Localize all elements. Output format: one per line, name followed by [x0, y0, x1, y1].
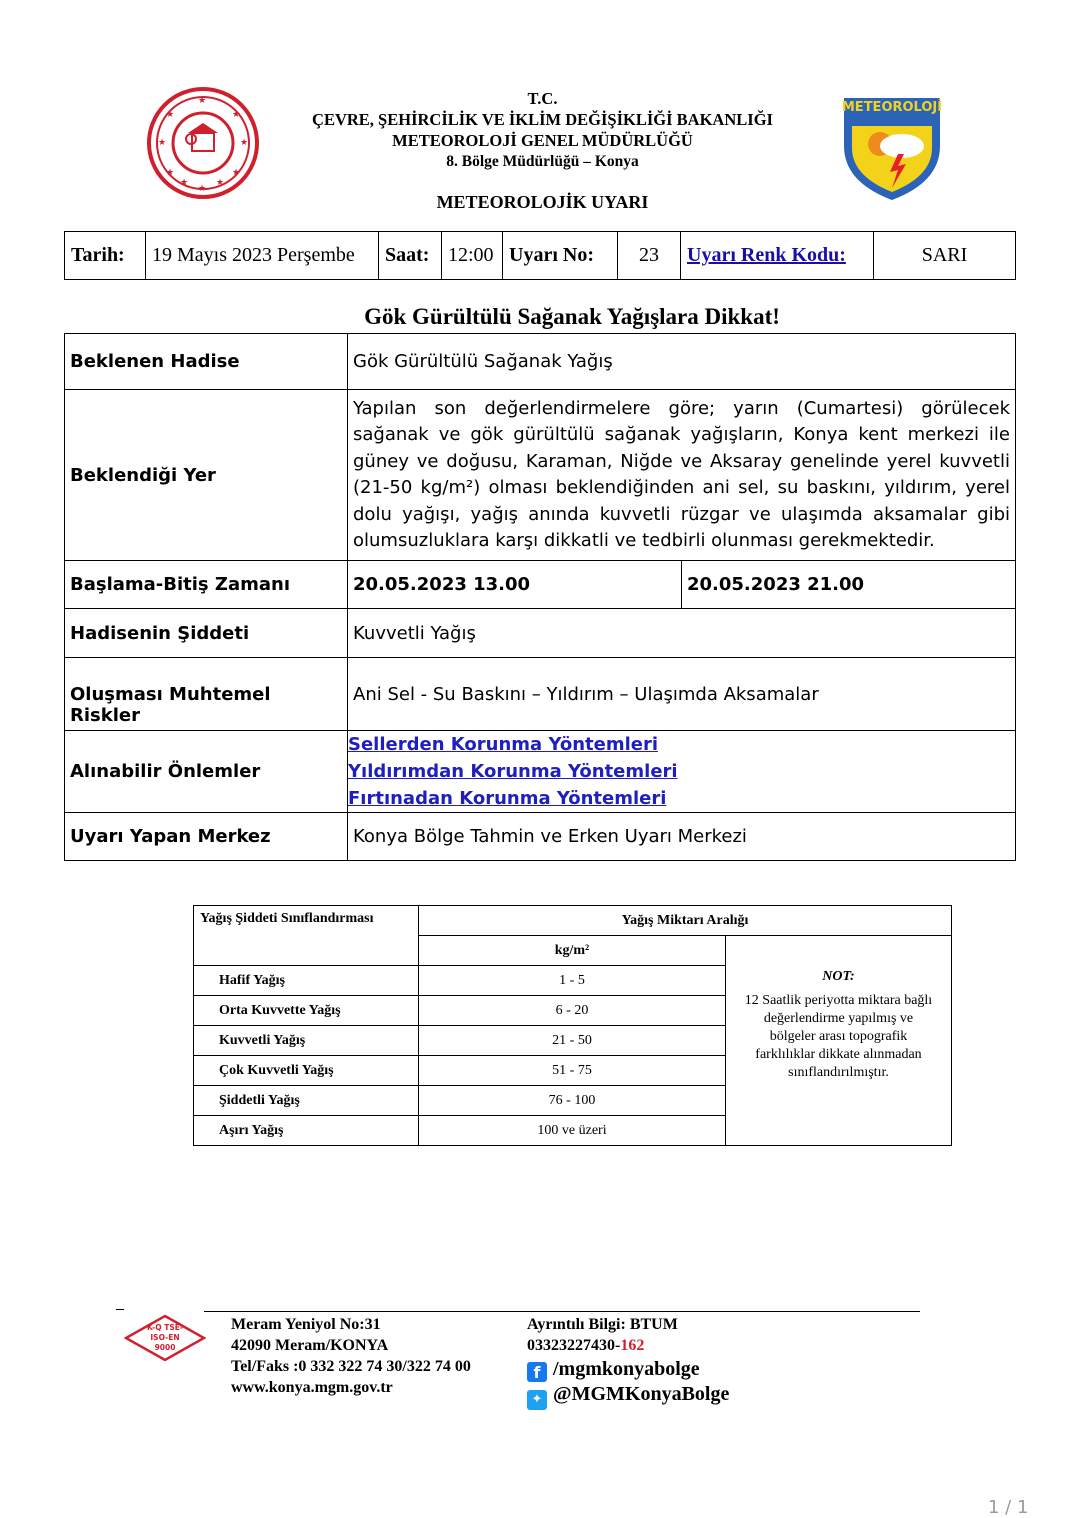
- warning-no-value: 23: [618, 232, 681, 280]
- time-label: Saat:: [379, 232, 442, 280]
- facebook-handle[interactable]: /mgmkonyabolge: [553, 1358, 700, 1380]
- footer-dash: [116, 1309, 124, 1310]
- meteoroloji-logo-text: METEOROLOJİ: [841, 100, 943, 115]
- meteoroloji-logo: [840, 96, 944, 202]
- svg-text:★: ★: [232, 110, 241, 120]
- twitter-row[interactable]: [527, 1382, 729, 1410]
- color-code-label[interactable]: Uyarı Renk Kodu:: [687, 244, 846, 266]
- address-line1: Meram Yeniyol No:31: [231, 1316, 381, 1333]
- document-title: METEOROLOJİK UYARI: [436, 192, 649, 212]
- rain-row-name: Orta Kuvvette Yağış: [194, 996, 419, 1026]
- storm-protection-link[interactable]: Fırtınadan Korunma Yöntemleri: [348, 788, 667, 809]
- twitter-icon: ✦: [527, 1390, 547, 1410]
- rain-row-name: Çok Kuvvetli Yağış: [194, 1056, 419, 1086]
- page-indicator: 1 / 1: [988, 1497, 1029, 1518]
- measures-label: Alınabilir Önlemler: [65, 731, 348, 813]
- svg-text:★: ★: [166, 110, 175, 120]
- header-block: [260, 88, 825, 172]
- tse-cert-logo: [124, 1314, 206, 1362]
- rain-note: [726, 966, 952, 1146]
- header-region: 8. Bölge Müdürlüğü – Konya: [446, 153, 639, 170]
- end-time: 20.05.2023 21.00: [682, 561, 1016, 609]
- severity-value: Kuvvetli Yağış: [348, 609, 1016, 658]
- place-value: Yapılan son değerlendirmelere göre; yarın (Cumartesi) görülecek sağanak ve gök gürültülü sağanak yağışların, Konya kent merkezi ile güney ve doğusu, Karaman, Niğde ve Aksaray genelinde yerel kuvvetli (21-50 kg/m²) olması beklendiğinden ani sel, su baskını, yıldırım, yerel dolu yağışı, yağış anında kuvvetli rüzgar ve ulaşımda aksamalar gibi olumsuzluklara karşı dikkatli ve tedbirli olunması gerekmektedir.: [348, 390, 1016, 561]
- start-time: 20.05.2023 13.00: [348, 561, 682, 609]
- lightning-protection-link[interactable]: Yıldırımdan Korunma Yöntemleri: [348, 761, 678, 782]
- facebook-row[interactable]: [527, 1357, 729, 1382]
- color-code-value: SARI: [874, 232, 1016, 280]
- svg-text:★: ★: [180, 178, 189, 188]
- event-label: Beklenen Hadise: [65, 334, 348, 390]
- warning-details-table: [64, 333, 1016, 861]
- rain-row-name: Aşırı Yağış: [194, 1116, 419, 1146]
- date-value: 19 Mayıs 2023 Perşembe: [146, 232, 379, 280]
- warning-no-label: Uyarı No:: [503, 232, 618, 280]
- svg-text:★: ★: [166, 168, 175, 178]
- place-label: Beklendiği Yer: [65, 390, 348, 561]
- warning-info-table: [64, 231, 1016, 280]
- svg-text:★: ★: [198, 184, 207, 194]
- svg-text:★: ★: [240, 138, 249, 148]
- rain-row-range: 21 - 50: [419, 1026, 726, 1056]
- header-directorate: METEOROLOJİ GENEL MÜDÜRLÜĞÜ: [392, 131, 693, 150]
- info-ext: 162: [620, 1337, 645, 1354]
- rain-row-name: Şiddetli Yağış: [194, 1086, 419, 1116]
- footer-contact: [527, 1314, 729, 1410]
- rain-row-range: 100 ve üzeri: [419, 1116, 726, 1146]
- severity-label: Hadisenin Şiddeti: [65, 609, 348, 658]
- rain-row-name: Kuvvetli Yağış: [194, 1026, 419, 1056]
- header-tc: T.C.: [527, 89, 558, 108]
- center-label: Uyarı Yapan Merkez: [65, 813, 348, 861]
- date-label: Tarih:: [65, 232, 146, 280]
- info-phone: 03323227430-: [527, 1337, 621, 1354]
- rain-row-range: 51 - 75: [419, 1056, 726, 1086]
- address-line2: 42090 Meram/KONYA: [231, 1337, 389, 1354]
- info-label: Ayrıntılı Bilgi: BTUM: [527, 1316, 678, 1333]
- footer-address: [231, 1314, 471, 1398]
- rain-row-name: Hafif Yağış: [194, 966, 419, 996]
- twitter-handle[interactable]: @MGMKonyaBolge: [553, 1383, 730, 1405]
- svg-text:★: ★: [232, 168, 241, 178]
- note-title: NOT:: [822, 968, 855, 984]
- rain-row-range: 1 - 5: [419, 966, 726, 996]
- facebook-icon: f: [527, 1362, 547, 1382]
- measures-links: [348, 731, 1016, 813]
- svg-text:★: ★: [198, 96, 207, 106]
- rain-unit: kg/m²: [419, 936, 726, 966]
- center-value: Konya Bölge Tahmin ve Erken Uyarı Merkezi: [348, 813, 1016, 861]
- risks-value: Ani Sel - Su Baskını – Yıldırım – Ulaşımda Aksamalar: [348, 658, 1016, 731]
- rain-amount-header: Yağış Miktarı Aralığı: [419, 906, 952, 936]
- svg-text:★: ★: [216, 178, 225, 188]
- risks-label: Oluşması Muhtemel Riskler: [65, 658, 348, 731]
- time-value: 12:00: [442, 232, 503, 280]
- flood-protection-link[interactable]: Sellerden Korunma Yöntemleri: [348, 734, 658, 755]
- tse-cert-text: K-Q TSE-ISO-EN 9000: [146, 1323, 183, 1352]
- warning-headline: Gök Gürültülü Sağanak Yağışlara Dikkat!: [364, 304, 780, 329]
- ministry-seal-logo: [144, 87, 262, 199]
- event-value: Gök Gürültülü Sağanak Yağış: [348, 334, 1016, 390]
- header-ministry: ÇEVRE, ŞEHİRCİLİK VE İKLİM DEĞİŞİKLİĞİ BAKANLIĞI: [312, 110, 773, 129]
- website: www.konya.mgm.gov.tr: [231, 1379, 393, 1396]
- color-code-link[interactable]: [681, 232, 874, 280]
- rain-row-range: 76 - 100: [419, 1086, 726, 1116]
- phone-fax: Tel/Faks :0 332 322 74 30/322 74 00: [231, 1358, 471, 1375]
- rain-classification-table: [193, 905, 952, 1146]
- time-range-label: Başlama-Bitiş Zamanı: [65, 561, 348, 609]
- rain-row-range: 6 - 20: [419, 996, 726, 1026]
- rain-class-header: Yağış Şiddeti Sınıflandırması: [194, 906, 419, 966]
- footer-divider: [204, 1311, 920, 1312]
- svg-text:★: ★: [158, 138, 167, 148]
- note-text: 12 Saatlik periyotta miktara bağlı değerlendirme yapılmış ve bölgeler arası topografik farklılıklar dikkate alınmadan sınıflandırılmıştır.: [744, 992, 933, 1080]
